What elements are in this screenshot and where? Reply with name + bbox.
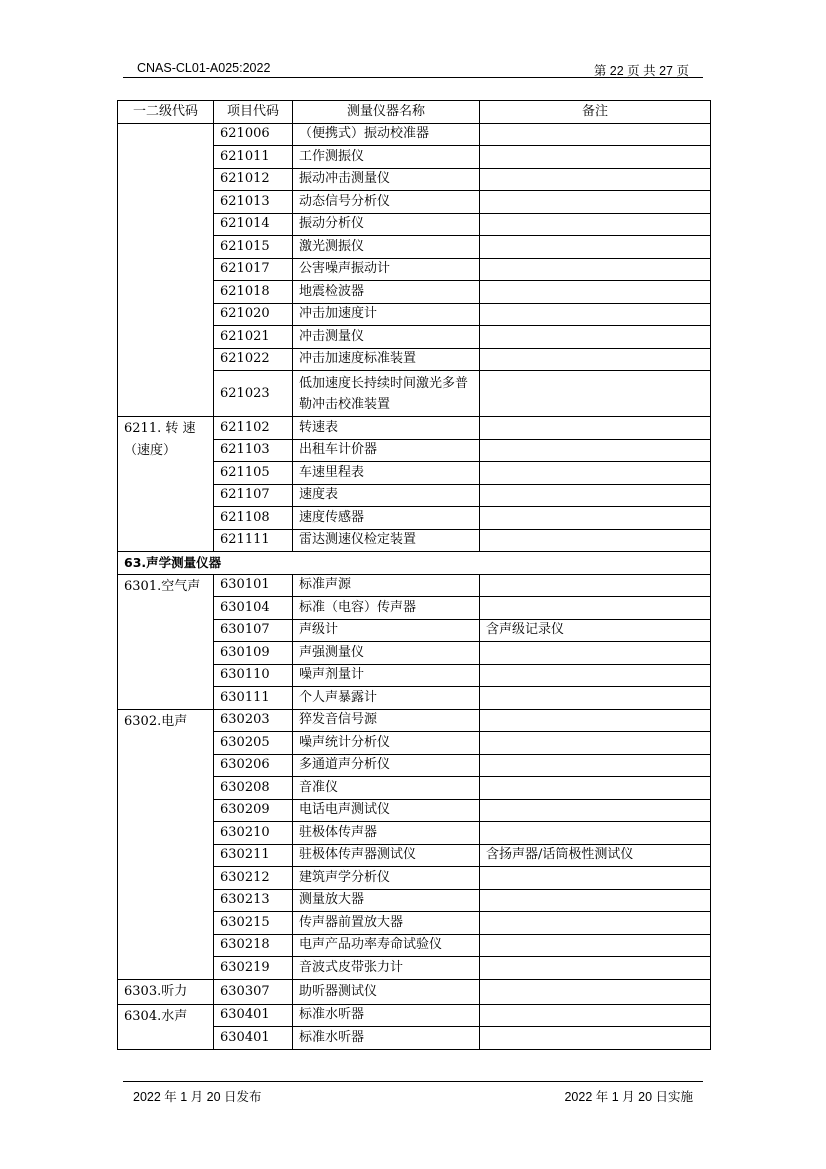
item-code-cell: 630205 [214, 732, 293, 755]
table-row [118, 123, 711, 146]
item-code-cell: 621023 [214, 371, 293, 417]
level-code-cell [118, 123, 214, 417]
item-code-cell: 621107 [214, 484, 293, 507]
instrument-name-cell: 猝发音信号源 [293, 709, 480, 732]
note-cell [480, 732, 711, 755]
table-header-row [118, 101, 711, 124]
item-code-cell: 630111 [214, 687, 293, 710]
note-cell [480, 146, 711, 169]
instrument-name-cell: 标准水听器 [293, 1004, 480, 1027]
page-footer [123, 1081, 703, 1104]
instrument-name-cell: 噪声统计分析仪 [293, 732, 480, 755]
note-cell [480, 326, 711, 349]
item-code-cell: 621022 [214, 348, 293, 371]
instrument-name-cell: 个人声暴露计 [293, 687, 480, 710]
note-cell [480, 709, 711, 732]
item-code-cell: 621102 [214, 417, 293, 440]
item-code-cell: 621018 [214, 281, 293, 304]
note-cell [480, 664, 711, 687]
note-cell [480, 168, 711, 191]
level-code-cell: 6211. 转 速（速度） [118, 417, 214, 552]
section-row [118, 552, 711, 575]
column-header: 项目代码 [214, 101, 293, 124]
item-code-cell: 621015 [214, 236, 293, 259]
instrument-name-cell: 助听器测试仪 [293, 979, 480, 1004]
item-code-cell: 630101 [214, 574, 293, 597]
note-cell [480, 303, 711, 326]
note-cell [480, 1004, 711, 1027]
item-code-cell: 630208 [214, 777, 293, 800]
item-code-cell: 621006 [214, 123, 293, 146]
note-cell [480, 439, 711, 462]
item-code-cell: 621014 [214, 213, 293, 236]
section-title: 63.声学测量仪器 [118, 552, 711, 575]
note-cell [480, 371, 711, 417]
table-row [118, 979, 711, 1004]
instrument-name-cell: 车速里程表 [293, 462, 480, 485]
instrument-name-cell: 振动冲击测量仪 [293, 168, 480, 191]
instrument-name-cell: 声强测量仪 [293, 642, 480, 665]
doc-code: CNAS-CL01-A025:2022 [137, 61, 271, 75]
item-code-cell: 621012 [214, 168, 293, 191]
note-cell: 含扬声器/话筒极性测试仪 [480, 844, 711, 867]
instrument-name-cell: 驻极体传声器测试仪 [293, 844, 480, 867]
note-cell [480, 236, 711, 259]
instrument-name-cell: 测量放大器 [293, 889, 480, 912]
note-cell [480, 889, 711, 912]
instrument-name-cell: 地震检波器 [293, 281, 480, 304]
instrument-name-cell: 冲击测量仪 [293, 326, 480, 349]
item-code-cell: 621105 [214, 462, 293, 485]
item-code-cell: 621013 [214, 191, 293, 214]
note-cell [480, 777, 711, 800]
note-cell [480, 957, 711, 980]
publish-date: 2022 年 1 月 20 日发布 [133, 1090, 262, 1104]
item-code-cell: 630203 [214, 709, 293, 732]
item-code-cell: 621103 [214, 439, 293, 462]
note-cell [480, 642, 711, 665]
note-cell [480, 574, 711, 597]
instrument-name-cell: （便携式）振动校准器 [293, 123, 480, 146]
item-code-cell: 630107 [214, 619, 293, 642]
instrument-name-cell: 雷达测速仪检定装置 [293, 529, 480, 552]
level-code-cell: 6304.水声 [118, 1004, 214, 1049]
note-cell [480, 507, 711, 530]
note-cell [480, 822, 711, 845]
instrument-name-cell: 出租车计价器 [293, 439, 480, 462]
instrument-name-cell: 多通道声分析仪 [293, 754, 480, 777]
instrument-name-cell: 速度传感器 [293, 507, 480, 530]
note-cell [480, 912, 711, 935]
instrument-name-cell: 公害噪声振动计 [293, 258, 480, 281]
instrument-name-cell: 冲击加速度计 [293, 303, 480, 326]
item-code-cell: 630401 [214, 1027, 293, 1050]
item-code-cell: 630307 [214, 979, 293, 1004]
instrument-name-cell: 标准（电容）传声器 [293, 597, 480, 620]
page-header [123, 59, 703, 78]
item-code-cell: 621108 [214, 507, 293, 530]
item-code-cell: 621017 [214, 258, 293, 281]
instrument-name-cell: 驻极体传声器 [293, 822, 480, 845]
page-info: 第 22 页 共 27 页 [593, 64, 689, 78]
instrument-name-cell: 低加速度长持续时间激光多普勒冲击校准装置 [293, 371, 480, 417]
note-cell [480, 258, 711, 281]
instrument-name-cell: 动态信号分析仪 [293, 191, 480, 214]
level-code-cell: 6301.空气声 [118, 574, 214, 709]
item-code-cell: 630401 [214, 1004, 293, 1027]
item-code-cell: 630219 [214, 957, 293, 980]
instrument-name-cell: 音波式皮带张力计 [293, 957, 480, 980]
note-cell [480, 191, 711, 214]
note-cell [480, 1027, 711, 1050]
instrument-table [117, 100, 711, 1050]
instrument-name-cell: 标准水听器 [293, 1027, 480, 1050]
instrument-name-cell: 冲击加速度标准装置 [293, 348, 480, 371]
table-row [118, 574, 711, 597]
note-cell [480, 484, 711, 507]
item-code-cell: 630218 [214, 934, 293, 957]
note-cell [480, 529, 711, 552]
note-cell [480, 687, 711, 710]
note-cell [480, 281, 711, 304]
instrument-name-cell: 传声器前置放大器 [293, 912, 480, 935]
item-code-cell: 630209 [214, 799, 293, 822]
item-code-cell: 621111 [214, 529, 293, 552]
column-header: 测量仪器名称 [293, 101, 480, 124]
note-cell [480, 867, 711, 890]
item-code-cell: 630210 [214, 822, 293, 845]
note-cell [480, 417, 711, 440]
note-cell [480, 348, 711, 371]
item-code-cell: 630213 [214, 889, 293, 912]
item-code-cell: 621020 [214, 303, 293, 326]
instrument-name-cell: 电话电声测试仪 [293, 799, 480, 822]
instrument-name-cell: 振动分析仪 [293, 213, 480, 236]
column-header: 备注 [480, 101, 711, 124]
item-code-cell: 630212 [214, 867, 293, 890]
table-row [118, 417, 711, 440]
instrument-name-cell: 电声产品功率寿命试验仪 [293, 934, 480, 957]
instrument-name-cell: 建筑声学分析仪 [293, 867, 480, 890]
note-cell [480, 754, 711, 777]
table-row [118, 1004, 711, 1027]
instrument-name-cell: 声级计 [293, 619, 480, 642]
note-cell [480, 979, 711, 1004]
item-code-cell: 630211 [214, 844, 293, 867]
note-cell [480, 799, 711, 822]
column-header: 一二级代码 [118, 101, 214, 124]
note-cell [480, 462, 711, 485]
item-code-cell: 630109 [214, 642, 293, 665]
table-row [118, 709, 711, 732]
instrument-name-cell: 转速表 [293, 417, 480, 440]
instrument-name-cell: 音准仪 [293, 777, 480, 800]
instrument-name-cell: 激光测振仪 [293, 236, 480, 259]
level-code-cell: 6302.电声 [118, 709, 214, 979]
implement-date: 2022 年 1 月 20 日实施 [564, 1090, 693, 1104]
note-cell [480, 934, 711, 957]
level-code-cell: 6303.听力 [118, 979, 214, 1004]
note-cell: 含声级记录仪 [480, 619, 711, 642]
instrument-name-cell: 工作测振仪 [293, 146, 480, 169]
instrument-name-cell: 速度表 [293, 484, 480, 507]
item-code-cell: 630206 [214, 754, 293, 777]
instrument-name-cell: 标准声源 [293, 574, 480, 597]
item-code-cell: 630215 [214, 912, 293, 935]
item-code-cell: 621011 [214, 146, 293, 169]
note-cell [480, 123, 711, 146]
note-cell [480, 213, 711, 236]
instrument-name-cell: 噪声剂量计 [293, 664, 480, 687]
item-code-cell: 621021 [214, 326, 293, 349]
item-code-cell: 630110 [214, 664, 293, 687]
note-cell [480, 597, 711, 620]
item-code-cell: 630104 [214, 597, 293, 620]
